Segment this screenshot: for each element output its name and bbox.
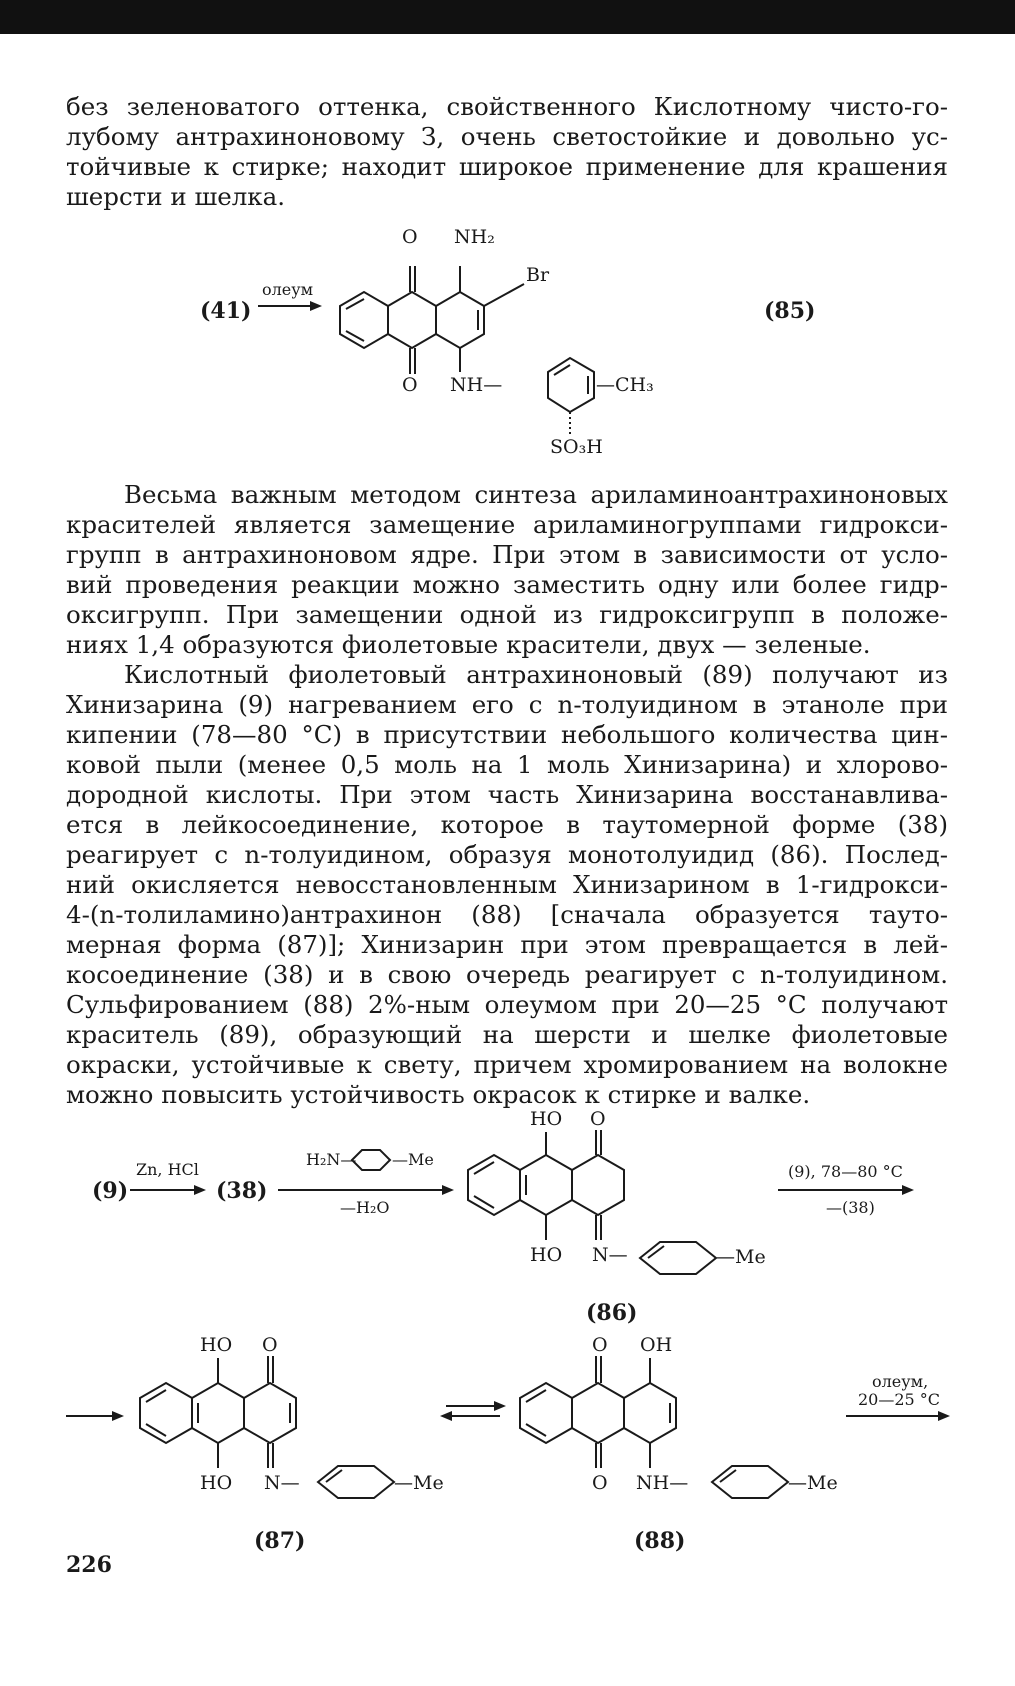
start-label-9: (9) (92, 1178, 129, 1204)
text-line: кипении (78—80 °С) в присутствии небольшого количества цин- (66, 720, 948, 749)
reagent-h2n: H₂N— (306, 1150, 357, 1169)
text-line: можно повысить устойчивость окрасок к стирке и валке. (66, 1080, 811, 1109)
text-line: лубому антрахиноновому З, очень светостойкие и довольно ус- (66, 122, 948, 151)
text-line: окраски, устойчивые к свету, причем хромированием на волокне (66, 1050, 948, 1079)
atom-o: O (592, 1472, 608, 1494)
atom-o-top: O (402, 226, 418, 248)
text-line: ется в лейкосоединение, которое в таутомерной форме (38) (66, 810, 948, 839)
tolyl-ring (712, 1466, 788, 1498)
compound-label-87: (87) (254, 1528, 306, 1554)
text-line: вий проведения реакции можно заместить одну или более гидр- (66, 570, 948, 599)
compound-label-86: (86) (586, 1300, 638, 1326)
atom-me: —Me (716, 1246, 766, 1268)
atom-ho: HO (200, 1472, 233, 1494)
partial-ring (572, 1155, 624, 1215)
reagent-me: —Me (392, 1150, 434, 1169)
text-line: Весьма важным методом синтеза ариламиноантрахиноновых (124, 480, 948, 509)
text-line: Хинизарина (9) нагреванием его с n-толуидином в этаноле при (66, 690, 948, 719)
text-line: ковой пыли (менее 0,5 моль на 1 моль Хинизарина) и хлорово- (66, 750, 948, 779)
atom-o-bottom: O (402, 374, 418, 396)
benzene-ring (140, 1383, 192, 1443)
text-line: краситель (89), образующий на шерсти и шелке фиолетовые (66, 1020, 948, 1049)
text-line: групп в антрахиноновом ядре. При этом в зависимости от усло- (66, 540, 948, 569)
product-label-85: (85) (764, 298, 816, 324)
benzene-ring (520, 1383, 572, 1443)
central-ring (192, 1383, 244, 1443)
atom-nh: NH— (636, 1472, 689, 1494)
intermediate-label-38: (38) (216, 1178, 268, 1204)
text-line: 4-(n-толиламино)антрахинон (88) [сначала образуется тауто- (66, 900, 948, 929)
atom-ho: HO (530, 1108, 563, 1130)
atom-n: N— (264, 1472, 300, 1494)
atom-br: Br (526, 264, 550, 286)
atom-oh: OH (640, 1334, 673, 1356)
aromatic-ring (624, 1383, 676, 1443)
text-line: шерсти и шелка. (66, 182, 286, 211)
reagent-oleum: олеум, (872, 1372, 929, 1391)
atom-me: —Me (788, 1472, 838, 1494)
text-line: мерная форма (87)]; Хинизарин при этом превращается в лей- (66, 930, 948, 959)
reactant-label-41: (41) (200, 298, 252, 324)
reagent-minus-38: —(38) (826, 1198, 875, 1217)
atom-o: O (592, 1334, 608, 1356)
atom-o: O (262, 1334, 278, 1356)
atom-o: O (590, 1108, 606, 1130)
text-line: оксигрупп. При замещении одной из гидроксигрупп в положе- (66, 600, 948, 629)
central-ring (520, 1155, 572, 1215)
compound-label-88: (88) (634, 1528, 686, 1554)
text-line: ний окисляется невосстановленным Хинизарином в 1-гидрокси- (66, 870, 948, 899)
toluidine-ring (352, 1150, 390, 1170)
text-line: дородной кислоты. При этом часть Хинизарина восстанавлива- (66, 780, 948, 809)
reagent-oleum-temp: 20—25 °C (858, 1390, 941, 1409)
atom-nh2: NH₂ (454, 226, 495, 248)
tolyl-ring (640, 1242, 716, 1274)
text-line: красителей является замещение ариламиногруппами гидрокси- (66, 510, 948, 539)
reagent-minus-water: —H₂O (340, 1198, 390, 1217)
quinoid-ring (244, 1383, 296, 1443)
reagent-zn-hcl: Zn, HCl (136, 1160, 199, 1179)
atom-nh: NH— (450, 374, 503, 396)
reagent-quinizarin-temp: (9), 78—80 °C (788, 1162, 903, 1181)
quinone-ring (572, 1383, 624, 1443)
text-line: тойчивые к стирке; находит широкое применение для крашения (66, 152, 948, 181)
text-line: Кислотный фиолетовый антрахиноновый (89) получают из (124, 660, 948, 689)
atom-so3h: SO₃H (550, 436, 603, 458)
text-line: косоединение (38) и в свою очередь реагирует с n-толуидином. (66, 960, 948, 989)
atom-ho: HO (200, 1334, 233, 1356)
benzene-ring (468, 1155, 520, 1215)
text-line: реагирует с n-толуидином, образуя монотолуидид (86). Послед- (66, 840, 948, 869)
text-line: без зеленоватого оттенка, свойственного Кислотному чисто-го- (66, 92, 948, 121)
reagent-oleum: олеум (262, 280, 314, 299)
atom-n: N— (592, 1244, 628, 1266)
atom-ho: HO (530, 1244, 563, 1266)
text-line: ниях 1,4 образуются фиолетовые красители, двух — зеленые. (66, 630, 871, 659)
tolyl-ring (318, 1466, 394, 1498)
atom-ch3: —CH₃ (596, 374, 654, 396)
page-number: 226 (66, 1552, 112, 1578)
text-line: Сульфированием (88) 2%-ным олеумом при 20—25 °С получают (66, 990, 948, 1019)
atom-me: —Me (394, 1472, 444, 1494)
